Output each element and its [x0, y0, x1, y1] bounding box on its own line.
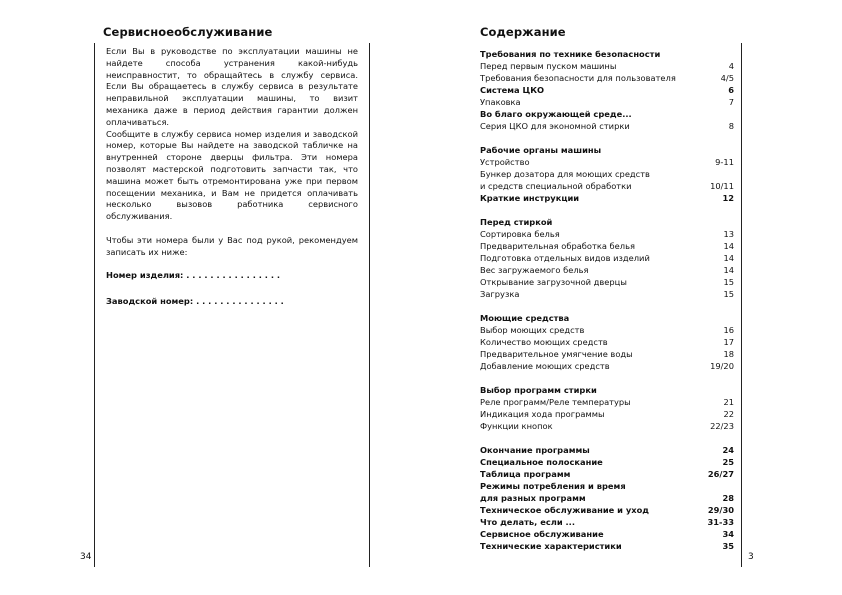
service-paragraph-2: Сообщите в службу сервиса номер изделия и заводской номер, которые Вы найдете на заводской табличке на внутренней стороне дверцы фильтра. Эти номера позволят мастерской подготовить запчасти так, что машина может быть отремонтирована уже при первом посещении механика, и Вам не придется оплачивать несколько вызовов работника сервисного обслуживания. [106, 128, 358, 222]
toc-entry [480, 264, 734, 276]
toc-entry-label: Бункер дозатора для моющих средств [480, 169, 650, 179]
toc-section-entry [480, 144, 734, 156]
left-page-heading: Сервисноеобслуживание [103, 25, 273, 39]
toc-entry-label: Система ЦКО [480, 85, 545, 95]
toc-entry-page: 14 [723, 241, 734, 251]
service-text [106, 46, 358, 308]
toc-entry-page: 22/23 [710, 421, 734, 431]
toc-entry-page: 15 [723, 277, 734, 287]
toc-entry [480, 288, 734, 300]
toc-entry-label: Количество моющих средств [480, 337, 608, 347]
toc-entry [480, 252, 734, 264]
toc-entry-label: Сортировка белья [480, 229, 560, 239]
toc-section-entry [480, 216, 734, 228]
toc-entry-label: Выбор программ стирки [480, 385, 597, 395]
serial-number-line: Заводской номер: . . . . . . . . . . . . . . . [106, 295, 284, 306]
toc-entry-page: 35 [722, 541, 734, 551]
toc-entry [480, 60, 734, 72]
toc-entry-page: 34 [722, 529, 734, 539]
toc-spacer [480, 432, 734, 444]
toc-entry-label: Подготовка отдельных видов изделий [480, 253, 650, 263]
toc-entry-label: Таблица программ [480, 469, 571, 479]
toc-spacer [480, 132, 734, 144]
toc-section-entry [480, 468, 734, 480]
toc-entry-page: 19/20 [710, 361, 734, 371]
toc-entry-label: Требования по технике безопасности [480, 49, 661, 59]
toc-entry-label: Упаковка [480, 97, 521, 107]
toc-entry-label: Специальное полоскание [480, 457, 603, 467]
product-number-line: Номер изделия: . . . . . . . . . . . . . . . . [106, 270, 281, 281]
toc-entry [480, 420, 734, 432]
toc-entry [480, 96, 734, 108]
right-page-heading: Содержание [480, 25, 566, 39]
toc-entry-label: Выбор моющих средств [480, 325, 585, 335]
toc-section-entry [480, 540, 734, 552]
toc-entry [480, 180, 734, 192]
toc-entry-label: Окончание программы [480, 445, 590, 455]
toc-entry-page: 24 [722, 445, 734, 455]
toc-entry-page: 8 [728, 121, 734, 131]
toc-entry [480, 228, 734, 240]
toc-section-entry [480, 456, 734, 468]
toc-entry-page: 10/11 [710, 181, 734, 191]
service-paragraph-3: Чтобы эти номера были у Вас под рукой, рекомендуем записать их ниже: [106, 234, 358, 257]
toc-entry [480, 336, 734, 348]
toc-entry-label: Что делать, если ... [480, 517, 575, 527]
toc-entry-page: 18 [723, 349, 734, 359]
toc-entry [480, 168, 734, 180]
left-margin-rule [94, 43, 95, 567]
toc-entry-page: 4 [728, 61, 734, 71]
toc-entry [480, 360, 734, 372]
toc-entry-label: Реле программ/Реле температуры [480, 397, 631, 407]
toc-entry [480, 72, 734, 84]
left-page-number: 34 [80, 552, 92, 562]
toc-section-entry [480, 192, 734, 204]
toc-entry [480, 276, 734, 288]
toc-entry-label: Серия ЦКО для экономной стирки [480, 121, 630, 131]
toc-entry-label: для разных программ [480, 493, 586, 503]
toc-section-entry [480, 108, 734, 120]
toc-entry-page: 14 [723, 253, 734, 263]
toc-entry-label: Режимы потребления и время [480, 481, 626, 491]
right-page-number: 3 [748, 552, 754, 562]
toc-section-entry [480, 492, 734, 504]
toc-entry-page: 13 [723, 229, 734, 239]
toc-section-entry [480, 516, 734, 528]
toc-entry [480, 240, 734, 252]
toc-entry-label: Предварительное умягчение воды [480, 349, 633, 359]
toc-entry-page: 7 [728, 97, 734, 107]
toc-section-entry [480, 312, 734, 324]
toc-section-entry [480, 504, 734, 516]
toc-entry-page: 12 [722, 193, 734, 203]
toc-entry-label: Индикация хода программы [480, 409, 605, 419]
toc-section-entry [480, 528, 734, 540]
toc-entry-label: Перед стиркой [480, 217, 553, 227]
toc-entry-label: Устройство [480, 157, 530, 167]
toc-entry-page: 15 [723, 289, 734, 299]
toc-entry-page: 22 [723, 409, 734, 419]
toc-section-entry [480, 384, 734, 396]
toc-section-entry [480, 84, 734, 96]
toc-entry-page: 4/5 [720, 73, 734, 83]
toc-entry-label: Сервисное обслуживание [480, 529, 604, 539]
toc-spacer [480, 372, 734, 384]
toc-section-entry [480, 480, 734, 492]
toc-entry [480, 396, 734, 408]
toc-entry-page: 17 [723, 337, 734, 347]
toc-spacer [480, 204, 734, 216]
toc-entry-label: Технические характеристики [480, 541, 622, 551]
toc-entry-label: Рабочие органы машины [480, 145, 602, 155]
toc-entry-page: 25 [722, 457, 734, 467]
toc-entry-label: Функции кнопок [480, 421, 553, 431]
toc-entry-label: и средств специальной обработки [480, 181, 632, 191]
toc-entry [480, 156, 734, 168]
toc-entry-page: 21 [723, 397, 734, 407]
toc-entry [480, 120, 734, 132]
toc-entry [480, 348, 734, 360]
toc-entry-page: 9-11 [715, 157, 734, 167]
toc-entry [480, 408, 734, 420]
toc-entry-label: Моющие средства [480, 313, 570, 323]
toc-entry-page: 6 [728, 85, 734, 95]
center-rule [369, 43, 370, 567]
toc-entry-label: Предварительная обработка белья [480, 241, 635, 251]
toc-entry-label: Перед первым пуском машины [480, 61, 617, 71]
toc-section-entry [480, 48, 734, 60]
toc-entry-page: 14 [723, 265, 734, 275]
toc-entry-label: Добавление моющих средств [480, 361, 610, 371]
toc-entry-label: Во благо окружающей среде... [480, 109, 632, 119]
toc-entry-label: Требования безопасности для пользователя [480, 73, 676, 83]
toc-spacer [480, 300, 734, 312]
toc-entry-label: Загрузка [480, 289, 520, 299]
toc-entry-page: 26/27 [707, 469, 734, 479]
table-of-contents [480, 48, 734, 552]
toc-entry-page: 28 [722, 493, 734, 503]
toc-entry-label: Открывание загрузочной дверцы [480, 277, 627, 287]
toc-entry-page: 16 [723, 325, 734, 335]
toc-section-entry [480, 444, 734, 456]
toc-entry-page: 29/30 [707, 505, 734, 515]
service-paragraph-1: Если Вы в руководстве по эксплуатации машины не найдете способа устранения какой-нибудь неисправностит, то обращайтесь в службу сервиса. Если Вы обращаетесь в службу сервиса в результате неправильной эксплуатации машины, то визит механика даже в период действия гарантии должен оплачиваться. [106, 46, 358, 127]
toc-entry-label: Краткие инструкции [480, 193, 580, 203]
toc-entry-label: Техническое обслуживание и уход [480, 505, 650, 515]
toc-entry-label: Вес загружаемого белья [480, 265, 589, 275]
toc-entry [480, 324, 734, 336]
toc-entry-page: 31-33 [707, 517, 734, 527]
